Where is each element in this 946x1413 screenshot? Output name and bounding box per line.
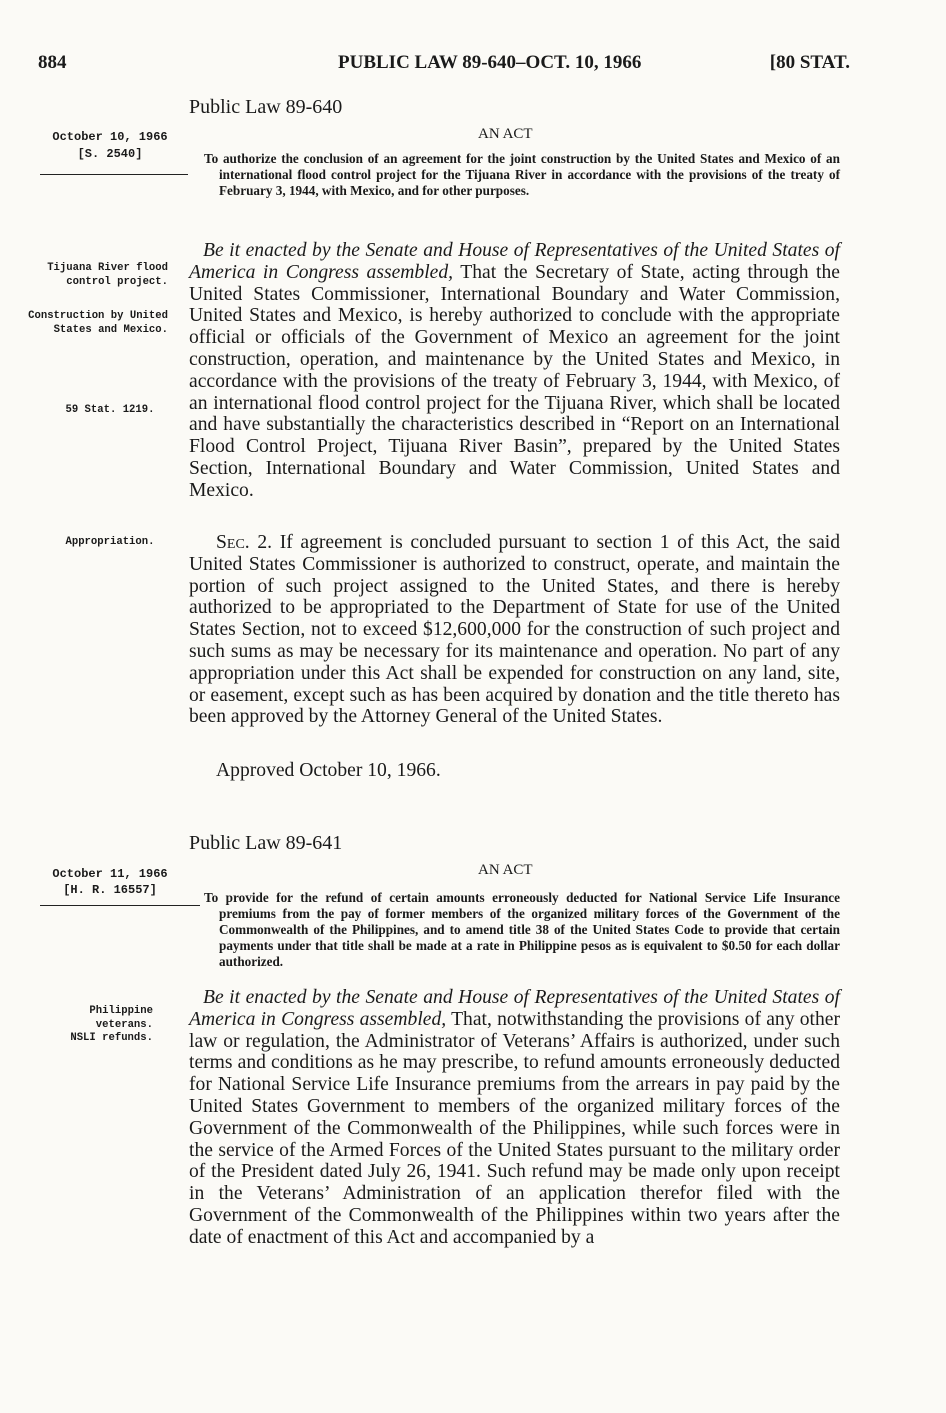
section-1-body: That the Secretary of State, acting through the United States Commissioner, International Boundary and Water Commission, United States and Mexico, is hereby authorized to conclude with the appropriate official or officials of the Government of Mexico an agreement for the joint construction, operation, and maintenance by the United States and Mexico, in accordance with the provisions of the treaty of February 3, 1944, with Mexico, of an international flood control project for the Tijuana River, which shall be located and have substantially the characteristics described in “Report on an International Flood Control Project, Tijuana River Basin”, prepared by the United States Section, International Boundary and Water Commission, United States and Mexico. bbox=[189, 261, 840, 501]
bill-number: [S. 2540] bbox=[77, 147, 143, 161]
section-1-text bbox=[189, 240, 840, 502]
margin-rule bbox=[40, 174, 188, 175]
sidenote-construction: Construction by United States and Mexico. bbox=[28, 310, 168, 336]
page-number: 884 bbox=[38, 52, 67, 73]
sidenote-appropriation: Appropriation. bbox=[65, 536, 155, 548]
bill-number: [H. R. 16557] bbox=[63, 883, 157, 897]
section-1-text bbox=[189, 987, 840, 1249]
volume-reference: [80 STAT. bbox=[769, 52, 850, 73]
section-2-text bbox=[189, 532, 840, 728]
law-title: Public Law 89-641 bbox=[189, 832, 343, 854]
section-1-body: That, notwithstanding the provisions of any other law or regulation, the Administrator of Veterans’ Affairs is authorized, under such terms and conditions as he may prescribe, to refund amounts erroneously deducted for National Service Life Insurance premiums from the arrears in pay paid by the United States Government to members of the organized military forces of the Government of the Commonwealth of the Philippines, while such forces were in the service of the Armed Forces of the United States pursuant to the military order of the President dated July 26, 1941. Such refund may be made only upon receipt in the Veterans’ Administration of an application therefor filed with the Government of the Commonwealth of the Philippines within two years after the date of enactment of this Act and accompanied by a bbox=[189, 1008, 841, 1248]
sidenote-philippine-veterans: Philippine veterans. bbox=[89, 1005, 153, 1031]
enacting-clause: Be it enacted by the Senate and House of Representatives of the United States of America in Congress assembled, bbox=[189, 987, 840, 1030]
margin-rule bbox=[40, 905, 200, 906]
section-2-body: If agreement is concluded pursuant to section 1 of this Act, the said United States Commissioner is authorized to construct, operate, and maintain the portion of such project assigned to the United States, and there is hereby authorized to be appropriated to the Department of State for use of the United States Section, not to exceed $12,600,000 for the construction of such project and such sums as may be necessary for its maintenance and operation. No part of any appropriation under this Act shall be expended for construction on any land, site, or easement, except such as has been acquired by donation and the title thereto has been approved by the Attorney General of the United States. bbox=[189, 532, 841, 728]
an-act-heading: AN ACT bbox=[478, 126, 533, 142]
an-act-heading: AN ACT bbox=[478, 862, 533, 878]
enactment-date: October 11, 1966 bbox=[52, 867, 168, 881]
law-title: Public Law 89-640 bbox=[189, 96, 343, 118]
act-purpose: To provide for the refund of certain amounts erroneously deducted for National Service Life Insurance premiums from the pay of former members of the organized military forces of the Government of the Commonwealth of the Philippines, and to amend title 38 of the United States Code to provide that certain payments under that title shall be made at a rate in Philippine pesos as is equivalent to $0.50 for each dollar authorized. bbox=[204, 890, 840, 969]
page-header bbox=[38, 52, 850, 82]
sidenote-tijuana: Tijuana River flood control project. bbox=[47, 262, 168, 288]
running-title: PUBLIC LAW 89-640–OCT. 10, 1966 bbox=[338, 52, 642, 73]
sidenote-stat-citation: 59 Stat. 1219. bbox=[65, 404, 155, 416]
sidenote-nsli-refunds: NSLI refunds. bbox=[70, 1032, 153, 1044]
enacting-clause: Be it enacted by the Senate and House of Representatives of the United States of America in Congress assembled, bbox=[189, 240, 840, 283]
section-2-label: Sec. 2. bbox=[216, 532, 273, 553]
enactment-date: October 10, 1966 bbox=[52, 130, 168, 144]
approval-line: Approved October 10, 1966. bbox=[216, 760, 441, 781]
act-purpose: To authorize the conclusion of an agreement for the joint construction by the United States and Mexico of an international flood control project for the Tijuana River in accordance with the provisions of the treaty of February 3, 1944, with Mexico, and for other purposes. bbox=[204, 151, 840, 198]
